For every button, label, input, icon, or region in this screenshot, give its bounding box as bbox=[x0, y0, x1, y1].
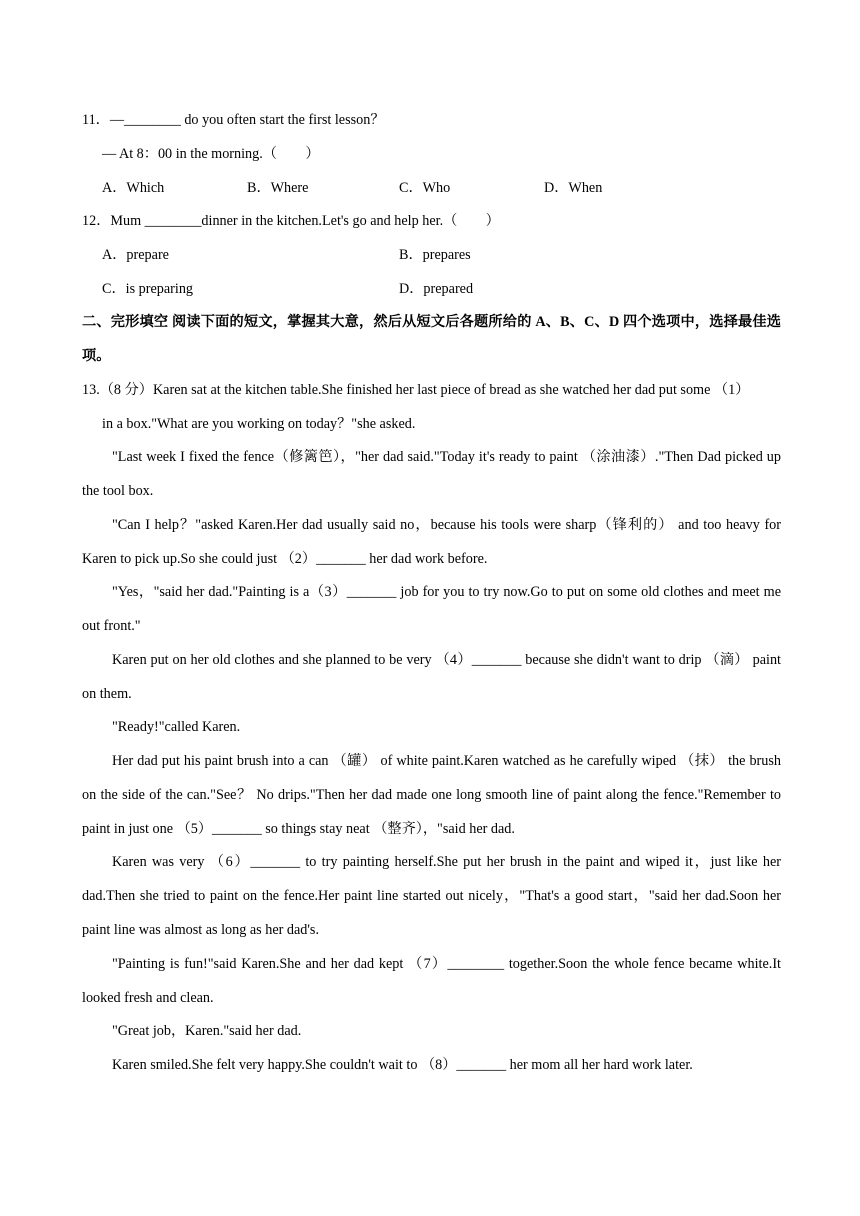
paragraph-text: "Great job，Karen."said her dad. bbox=[112, 1023, 302, 1039]
passage-paragraph bbox=[82, 509, 781, 577]
q11-option-b: B．Where bbox=[247, 180, 309, 196]
passage-paragraph bbox=[82, 948, 781, 1016]
paragraph-text: "Last week I fixed the fence（修篱笆），"her dad said."Today it's ready to paint （涂油漆）."Then Dad picked up the tool box. bbox=[82, 449, 781, 499]
q12-option-c: C．is preparing bbox=[102, 281, 194, 297]
passage-paragraph bbox=[82, 711, 781, 745]
paragraph-text: "Can I help？"asked Karen.Her dad usually said no，because his tools were sharp（锋利的） and too heavy for Karen to pick up.So she could just （2）_______ her dad work before. bbox=[82, 517, 781, 567]
passage-paragraph bbox=[82, 441, 781, 509]
q13-intro-line1: 13.（8 分）Karen sat at the kitchen table.She finished her last piece of bread as she watched her dad put some （1） bbox=[82, 382, 750, 398]
q12-stem: 12．Mum ________dinner in the kitchen.Let's go and help her.（ ） bbox=[82, 213, 500, 229]
q12-option-a: A．prepare bbox=[102, 247, 169, 263]
paragraph-text: "Yes，"said her dad."Painting is a（3）_______ job for you to try now.Go to put on some old clothes and meet me out front." bbox=[82, 584, 781, 634]
paragraph-text: Karen put on her old clothes and she planned to be very （4）_______ because she didn't want to drip （滴） paint on them. bbox=[82, 652, 781, 702]
passage-paragraph bbox=[82, 745, 781, 847]
q11-option-a: A．Which bbox=[102, 180, 165, 196]
q11-option-d: D．When bbox=[544, 180, 603, 196]
passage-paragraph bbox=[82, 1049, 781, 1083]
passage-paragraph bbox=[82, 576, 781, 644]
paragraph-text: "Ready!"called Karen. bbox=[112, 719, 241, 735]
paragraph-text: Karen smiled.She felt very happy.She couldn't wait to （8）_______ her mom all her hard work later. bbox=[112, 1057, 693, 1073]
section-heading: 二、完形填空 阅读下面的短文，掌握其大意，然后从短文后各题所给的 A、B、C、D 四个选项中，选择最佳选项。 bbox=[82, 314, 781, 364]
passage-paragraph bbox=[82, 1015, 781, 1049]
paragraph-text: "Painting is fun!"said Karen.She and her dad kept （7）________ together.Soon the whole fence became white.It looked fresh and clean. bbox=[82, 956, 781, 1006]
paragraph-text: Karen was very （6）_______ to try painting herself.She put her brush in the paint and wiped it，just like her dad.Then she tried to paint on the fence.Her paint line started out nicely，"That's a good start，"said her dad.Soon her paint line was almost as long as her dad's. bbox=[82, 854, 781, 938]
q11-stem: 11．—________ do you often start the first lesson？ bbox=[82, 112, 385, 128]
passage-paragraph bbox=[82, 644, 781, 712]
passage-paragraph bbox=[82, 846, 781, 948]
q13-intro-line2: in a box."What are you working on today？"she asked. bbox=[102, 416, 416, 432]
q11-answer-line: — At 8：00 in the morning.（ ） bbox=[102, 146, 320, 162]
q12-option-b: B．prepares bbox=[399, 247, 471, 263]
q11-option-c: C．Who bbox=[399, 180, 451, 196]
paragraph-text: Her dad put his paint brush into a can （罐） of white paint.Karen watched as he carefully wiped （抹） the brush on the side of the can."See？ No drips."Then her dad made one long smooth line of paint along the fence."Remember to paint in just one （5）_______ so things stay neat （整齐），"said her dad. bbox=[82, 753, 781, 837]
q12-option-d: D．prepared bbox=[399, 281, 474, 297]
